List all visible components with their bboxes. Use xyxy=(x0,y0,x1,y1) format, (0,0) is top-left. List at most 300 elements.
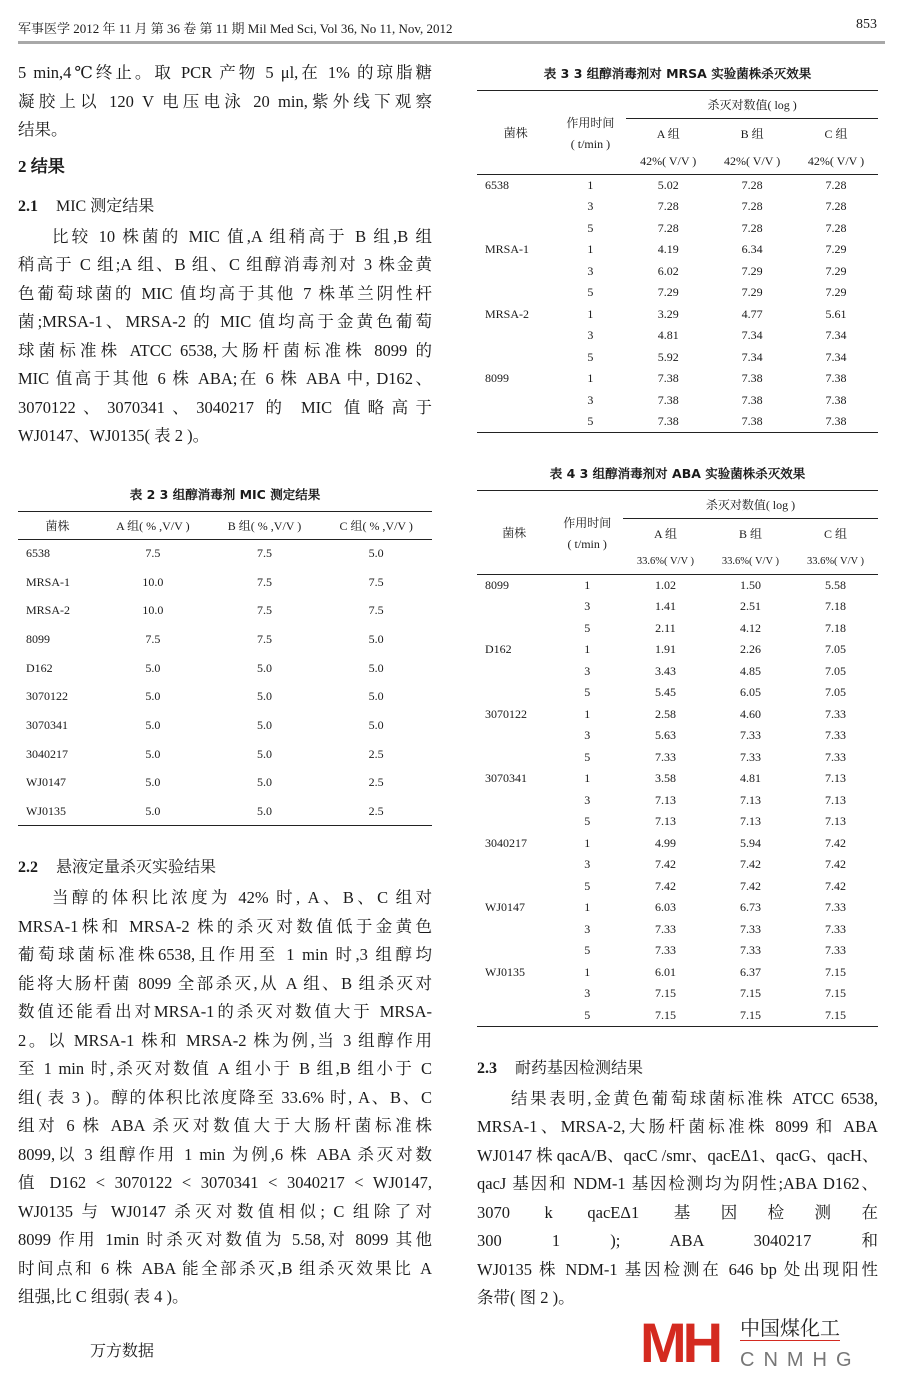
table-cell: 5.02 xyxy=(657,178,679,192)
text-line: MRSA-1株和 MRSA-2 株的杀灭对数值低于金黄色 xyxy=(18,916,432,936)
table-cell: 菌株 xyxy=(503,126,528,140)
table-row xyxy=(477,704,878,726)
table-cell: A 组( % ,V/V ) xyxy=(116,518,190,533)
table-row xyxy=(477,833,878,855)
table-cell: 33.6%( V/V ) xyxy=(636,555,694,567)
table-row xyxy=(477,790,878,812)
text-line: 当醇的体积比浓度为 42% 时, A、B、C 组对 xyxy=(52,888,432,908)
table-cell: 7.15 xyxy=(739,1007,761,1022)
time-unit: ( t/min ) xyxy=(570,136,611,151)
table-cell: 7.18 xyxy=(824,599,846,614)
table-row xyxy=(477,368,878,390)
table-cell: 3070122 xyxy=(485,706,527,721)
table-cell: 1 xyxy=(587,242,594,257)
table-cell: 5 xyxy=(587,220,594,235)
text-line: MIC 值高于其他 6 株 ABA;在 6 株 ABA 中, D162、 xyxy=(18,369,432,388)
text-line: 球菌标准株 ATCC 6538,大肠杆菌标准株 8099 的 xyxy=(18,340,432,360)
table-cell: 5.0 xyxy=(257,717,272,732)
watermark-mark: MH xyxy=(640,1311,720,1374)
table-cell: 5.92 xyxy=(657,349,679,364)
table-cell: 6538 xyxy=(485,178,509,192)
table-3 xyxy=(477,90,878,433)
table-cell: 5.0 xyxy=(145,803,161,818)
table-cell: 2.5 xyxy=(368,803,384,818)
table-cell: 7.13 xyxy=(739,814,761,829)
table-cell: 3 xyxy=(587,263,594,278)
table-cell: WJ0135 xyxy=(485,964,525,979)
table-cell: 杀灭对数值( log ) xyxy=(623,491,878,519)
table-3-title: 表 3 3 组醇消毒剂对 MRSA 实验菌株杀灭效果 xyxy=(543,66,812,81)
table-2 xyxy=(18,511,432,827)
intro-paragraph xyxy=(18,59,432,145)
table-cell: 5 xyxy=(584,749,591,764)
table-cell: 5.0 xyxy=(368,717,384,732)
text-line: 300 1 ); ABA 3040217 和 xyxy=(477,1231,878,1250)
table-cell: 3 xyxy=(587,199,594,214)
table-cell: 3.58 xyxy=(654,771,676,786)
table-cell: 5.63 xyxy=(654,728,676,743)
text-line: 3070 k qacEΔ1 基因检测在 xyxy=(477,1202,878,1222)
table-cell: A 组 xyxy=(653,527,677,542)
left-column xyxy=(18,59,432,1312)
table-cell: 1 xyxy=(584,900,591,915)
text-line: 数值还能看出对MRSA-1的杀灭对数值大于 MRSA- xyxy=(18,1002,432,1022)
table-cell: 3 xyxy=(584,599,591,614)
table-cell: 5.0 xyxy=(257,746,272,761)
table-cell: 5.61 xyxy=(825,306,847,321)
page-number: 853 xyxy=(856,17,877,32)
table-cell: 7.28 xyxy=(825,199,847,214)
paragraph-2-2 xyxy=(18,884,432,1312)
table-cell: 7.5 xyxy=(257,631,272,646)
table-cell: 7.5 xyxy=(257,546,272,561)
table-cell: 1 xyxy=(584,771,591,786)
table-cell: 5 xyxy=(587,414,594,428)
table-row xyxy=(18,740,432,769)
table-cell: 5.94 xyxy=(739,835,761,850)
watermark-zh: 中国煤化工 xyxy=(740,1316,840,1340)
table-cell: 5 xyxy=(584,685,591,700)
table-cell: 7.42 xyxy=(824,835,846,850)
table-cell: 6.73 xyxy=(739,900,761,915)
table-cell: 7.33 xyxy=(739,921,761,936)
table-cell: 7.33 xyxy=(824,921,846,936)
table-cell: 7.28 xyxy=(741,220,763,235)
text-line: qacJ 基因和 NDM-1 基因检测均为阴性;ABA D162、 xyxy=(477,1174,878,1193)
table-cell: 7.33 xyxy=(824,900,846,915)
text-line: 能将大肠杆菌 8099 全部杀灭,从 A 组、B 组杀灭对 xyxy=(18,973,432,993)
table-cell: 5.0 xyxy=(257,660,272,675)
table-cell: 1 xyxy=(584,835,591,850)
table-cell: 5 xyxy=(584,814,591,829)
table-cell xyxy=(477,811,551,833)
table-cell: 3.29 xyxy=(657,306,679,321)
table-cell: 7.5 xyxy=(257,603,272,618)
table-cell: 7.5 xyxy=(368,574,384,589)
table-cell: 5.0 xyxy=(368,631,384,646)
table-cell: 7.38 xyxy=(741,371,763,386)
time-unit: ( t/min ) xyxy=(567,536,607,551)
table-cell: 5.0 xyxy=(145,660,161,675)
table-cell: 8099 xyxy=(485,578,509,592)
text-line: 3070122、3070341、3040217 的 MIC 值略高于 xyxy=(18,397,432,417)
table-cell: 7.29 xyxy=(741,285,763,300)
table-cell: 7.38 xyxy=(825,392,847,407)
table-cell: 7.33 xyxy=(739,728,761,743)
table-cell: 7.28 xyxy=(741,199,763,214)
table-cell: 6.03 xyxy=(654,900,676,915)
table-row xyxy=(477,919,878,941)
text-line: 结果。 xyxy=(18,120,68,139)
table-row xyxy=(18,769,432,798)
table-row xyxy=(477,983,878,1005)
table-row xyxy=(18,596,432,625)
table-row xyxy=(477,1005,878,1027)
table-cell: 5 xyxy=(584,943,591,958)
table-row xyxy=(477,854,878,876)
table-row xyxy=(477,596,878,618)
watermark-en: CNMHG xyxy=(740,1349,861,1371)
table-row xyxy=(477,897,878,919)
table-cell: 5 xyxy=(584,1007,591,1022)
table-cell: 3070341 xyxy=(485,771,527,786)
table-cell: 2.26 xyxy=(739,642,761,657)
table-cell xyxy=(477,196,555,218)
table-cell: 8099 xyxy=(26,631,50,646)
table-cell: 7.13 xyxy=(824,771,846,786)
table-cell: 7.18 xyxy=(824,620,846,635)
table-row xyxy=(477,575,878,597)
text-line: 时间点和 6 株 ABA 能全部杀灭,B 组杀灭效果比 A xyxy=(18,1258,432,1278)
table-row xyxy=(18,682,432,711)
table-2-title: 表 2 3 组醇消毒剂 MIC 测定结果 xyxy=(129,486,321,502)
table-cell: 7.5 xyxy=(145,631,161,646)
table-row xyxy=(18,539,432,568)
table-cell xyxy=(477,854,551,876)
table-cell: 7.05 xyxy=(824,685,846,700)
table-cell: 6538 xyxy=(26,546,50,561)
text-line: 2。以 MRSA-1 株和 MRSA-2 株为例,当 3 组醇作用 xyxy=(18,1030,432,1050)
text-line: 值 D162 < 3070122 < 3070341 < 3040217 < WJ0147, xyxy=(18,1173,432,1193)
table-cell: 4.12 xyxy=(739,620,761,635)
table-cell: 7.5 xyxy=(368,603,384,618)
table-cell: D162 xyxy=(485,642,512,657)
table-cell: 5.0 xyxy=(145,775,161,790)
table-cell: 7.15 xyxy=(654,986,676,1001)
table-cell: 2.11 xyxy=(655,620,676,635)
text-line: 葡萄球菌标准株6538,且作用至 1 min 时,3 组醇均 xyxy=(18,945,432,965)
subsection-2-1: 2.1 MIC 测定结果 xyxy=(18,197,155,215)
table-row xyxy=(477,639,878,661)
table-cell xyxy=(477,596,551,618)
table-cell: 7.34 xyxy=(741,328,763,343)
table-cell: 4.81 xyxy=(657,328,679,343)
table-cell: 7.33 xyxy=(654,943,676,958)
table-cell: 7.33 xyxy=(654,749,676,764)
table-cell: D162 xyxy=(26,660,53,675)
text-line: 条带( 图 2 )。 xyxy=(477,1288,575,1307)
table-cell: 7.15 xyxy=(654,1007,676,1022)
table-cell: 4.81 xyxy=(739,771,761,786)
table-cell: 杀灭对数值( log ) xyxy=(626,91,878,119)
table-cell xyxy=(555,91,627,175)
table-cell: WJ0147 xyxy=(485,900,525,915)
table-cell xyxy=(477,983,551,1005)
table-cell: 7.15 xyxy=(824,986,846,1001)
text-line: 8099 作用 1min 时杀灭对数值为 5.58,对 8099 其他 xyxy=(18,1230,432,1250)
text-line: 凝胶上以 120 V 电压电泳 20 min,紫外线下观察 xyxy=(18,91,432,111)
table-cell: 菌株 xyxy=(502,526,527,540)
table-cell: 7.38 xyxy=(657,371,679,386)
table-cell: 7.15 xyxy=(824,964,846,979)
table-cell xyxy=(477,661,551,683)
table-cell: 5.58 xyxy=(824,578,846,592)
table-cell: 3.43 xyxy=(654,663,676,678)
table-cell: 6.02 xyxy=(657,263,679,278)
table-cell: 7.13 xyxy=(654,792,676,807)
table-row xyxy=(477,218,878,240)
table-cell: 7.28 xyxy=(741,178,763,192)
table-cell: 6.05 xyxy=(739,685,761,700)
table-cell: 7.42 xyxy=(739,878,761,893)
table-cell: 3 xyxy=(584,728,591,743)
table-cell: 6.01 xyxy=(654,964,676,979)
table-cell: 42%( V/V ) xyxy=(723,153,781,168)
table-cell: 8099 xyxy=(485,371,509,386)
table-cell: 1.91 xyxy=(654,642,676,657)
table-cell xyxy=(477,347,555,369)
table-cell: 7.13 xyxy=(739,792,761,807)
table-cell: 5.0 xyxy=(257,775,272,790)
table-cell: 5.0 xyxy=(368,660,384,675)
text-line: WJ0147、WJ0135( 表 2 )。 xyxy=(18,426,210,445)
table-cell: 6.37 xyxy=(739,964,761,979)
table-cell: 5.0 xyxy=(257,689,272,704)
table-cell: 7.38 xyxy=(825,371,847,386)
table-cell: 1 xyxy=(587,178,594,192)
table-row xyxy=(477,618,878,640)
text-line: WJ0135 株 NDM-1 基因检测在 646 bp 处出现阳性 xyxy=(477,1259,878,1279)
table-cell: 7.38 xyxy=(741,392,763,407)
table-cell: 7.15 xyxy=(824,1007,846,1022)
table-row xyxy=(477,347,878,369)
text-line: MRSA-1、MRSA-2,大肠杆菌标准株 8099 和 ABA xyxy=(477,1117,878,1136)
table-cell: 7.38 xyxy=(825,414,847,428)
table-cell xyxy=(477,325,555,347)
table-cell xyxy=(477,919,551,941)
table-cell: 7.42 xyxy=(824,857,846,872)
table-row xyxy=(477,390,878,412)
table-cell: 7.34 xyxy=(741,349,763,364)
table-cell: 5.45 xyxy=(654,685,676,700)
table-cell: 5 xyxy=(584,620,591,635)
table-cell: 7.28 xyxy=(825,178,847,192)
table-cell: 3 xyxy=(584,986,591,1001)
table-cell: 1 xyxy=(587,371,594,386)
table-cell: WJ0135 xyxy=(26,803,66,818)
table-cell: 10.0 xyxy=(142,574,164,589)
table-cell: 7.29 xyxy=(741,263,763,278)
text-line: 稍高于 C 组;A 组、B 组、C 组醇消毒剂对 3 株金黄 xyxy=(18,255,432,274)
table-cell: 4.19 xyxy=(657,242,679,257)
time-header: 作用时间 xyxy=(563,515,612,530)
table-cell: 1 xyxy=(584,642,591,657)
text-line: 至 1 min 时,杀灭对数值 A 组小于 B 组,B 组小于 C xyxy=(18,1059,432,1079)
table-cell xyxy=(477,747,551,769)
table-cell: 3070341 xyxy=(26,717,68,732)
table-cell: 7.33 xyxy=(739,749,761,764)
table-row xyxy=(477,682,878,704)
table-cell: 3070122 xyxy=(26,689,68,704)
table-cell: C 组 xyxy=(824,127,848,142)
table-cell: 2.5 xyxy=(368,775,384,790)
table-cell: 4.99 xyxy=(654,835,676,850)
table-cell: 3 xyxy=(584,792,591,807)
table-cell: 7.33 xyxy=(654,921,676,936)
text-line: 色葡萄球菌的 MIC 值均高于其他 7 株革兰阴性杆 xyxy=(18,283,432,303)
table-cell: 5.0 xyxy=(145,717,161,732)
table-row xyxy=(477,962,878,984)
table-row xyxy=(477,325,878,347)
table-cell: 5 xyxy=(587,285,594,300)
table-cell: MRSA-2 xyxy=(485,306,530,321)
table-row xyxy=(18,568,432,597)
table-cell: 3 xyxy=(584,921,591,936)
subsection-2-2: 2.2 悬液定量杀灭实验结果 xyxy=(18,859,217,877)
table-cell: 1.50 xyxy=(739,578,761,592)
table-4 xyxy=(477,490,878,1027)
table-cell: 7.13 xyxy=(824,814,846,829)
table-cell xyxy=(477,1005,551,1027)
table-cell: MRSA-2 xyxy=(26,603,71,618)
table-cell: 3 xyxy=(587,392,594,407)
table-cell: 7.42 xyxy=(654,878,676,893)
table-cell: 7.29 xyxy=(825,242,847,257)
table-cell: 7.33 xyxy=(824,706,846,721)
table-cell: 7.33 xyxy=(824,749,846,764)
section-heading: 2 结果 xyxy=(18,156,65,176)
table-row xyxy=(18,654,432,683)
table-row xyxy=(18,625,432,654)
table-cell: 7.34 xyxy=(825,349,847,364)
table-cell: 7.13 xyxy=(824,792,846,807)
text-line: 8099,以 3 组醇作用 1 min 为例,6 株 ABA 杀灭对数 xyxy=(18,1144,432,1164)
paragraph-2-3 xyxy=(477,1085,878,1313)
text-line: 5 min,4℃终止。取 PCR 产物 5 μl,在 1% 的琼脂糖 xyxy=(18,63,432,82)
table-row xyxy=(477,811,878,833)
footer-source: 万方数据 xyxy=(90,1341,155,1360)
table-cell: 7.28 xyxy=(657,199,679,214)
table-cell: 1 xyxy=(587,306,594,321)
table-cell: 5.0 xyxy=(368,689,384,704)
table-cell: B 组( % ,V/V ) xyxy=(227,518,302,533)
table-cell xyxy=(551,491,623,575)
table-cell: 1 xyxy=(584,706,591,721)
table-cell: 7.33 xyxy=(824,943,846,958)
table-cell: 5.0 xyxy=(257,803,272,818)
table-row xyxy=(18,711,432,740)
running-header: 军事医学 2012 年 11 月 第 36 卷 第 11 期 Mil Med Sci, Vol 36, No 11, Nov, 2012 xyxy=(18,21,453,36)
table-cell: 1 xyxy=(584,964,591,979)
watermark-logo xyxy=(640,1311,861,1376)
table-cell: MRSA-1 xyxy=(485,242,530,257)
table-cell: 7.29 xyxy=(825,285,847,300)
subsection-2-3: 2.3 耐药基因检测结果 xyxy=(477,1059,644,1077)
table-cell: 7.38 xyxy=(657,414,679,428)
table-cell: 7.5 xyxy=(145,546,161,561)
table-cell: 7.28 xyxy=(825,220,847,235)
table-cell: C 组( % ,V/V ) xyxy=(339,518,413,533)
table-cell xyxy=(477,618,551,640)
table-cell xyxy=(477,218,555,240)
table-row xyxy=(477,196,878,218)
table-cell: 7.28 xyxy=(657,220,679,235)
text-line: WJ0147 株 qacA/B、qacC /smr、qacEΔ1、qacG、qacH、 xyxy=(477,1145,878,1165)
table-cell: 4.85 xyxy=(739,663,761,678)
table-cell: 3 xyxy=(584,857,591,872)
table-cell xyxy=(477,261,555,283)
table-cell: 7.33 xyxy=(739,943,761,958)
table-cell: 3040217 xyxy=(26,746,68,761)
time-header: 作用时间 xyxy=(566,115,615,130)
table-row xyxy=(18,797,432,826)
table-cell: 1.41 xyxy=(654,599,676,614)
table-cell: 4.77 xyxy=(741,306,763,321)
table-cell: 7.5 xyxy=(257,574,272,589)
table-row xyxy=(477,940,878,962)
table-cell: 7.42 xyxy=(824,878,846,893)
table-cell: 3040217 xyxy=(485,835,527,850)
table-cell: 5.0 xyxy=(145,746,161,761)
table-4-title: 表 4 3 组醇消毒剂对 ABA 实验菌株杀灭效果 xyxy=(549,466,806,481)
table-cell: 3 xyxy=(584,663,591,678)
table-cell: 5 xyxy=(584,878,591,893)
text-line: 组强,比 C 组弱( 表 4 )。 xyxy=(18,1287,189,1307)
table-cell: WJ0147 xyxy=(26,775,66,790)
paragraph-2-1 xyxy=(18,223,432,451)
header-rule xyxy=(18,41,885,44)
table-cell: 42%( V/V ) xyxy=(640,153,697,168)
table-row xyxy=(477,239,878,261)
table-cell: 4.60 xyxy=(739,706,761,721)
table-row xyxy=(477,304,878,326)
table-row xyxy=(477,876,878,898)
table-cell xyxy=(477,411,555,433)
table-row xyxy=(477,661,878,683)
table-cell: 5 xyxy=(587,349,594,364)
table-cell: B 组 xyxy=(738,527,762,542)
table-row xyxy=(477,261,878,283)
table-cell xyxy=(477,876,551,898)
table-cell: MRSA-1 xyxy=(26,574,71,589)
table-cell: B 组 xyxy=(740,127,764,142)
table-cell: 42%( V/V ) xyxy=(807,153,865,168)
table-cell: 2.58 xyxy=(654,706,676,721)
table-cell: 7.42 xyxy=(654,857,676,872)
table-cell xyxy=(477,940,551,962)
table-cell: 7.29 xyxy=(825,263,847,278)
table-cell: C 组 xyxy=(823,527,847,542)
table-cell xyxy=(477,282,555,304)
table-cell: 7.33 xyxy=(824,728,846,743)
table-cell: 7.05 xyxy=(824,663,846,678)
text-line: 菌;MRSA-1、MRSA-2 的 MIC 值均高于金黄色葡萄 xyxy=(18,312,432,331)
table-cell: 菌株 xyxy=(45,518,70,533)
table-cell: 7.13 xyxy=(654,814,676,829)
table-row xyxy=(477,175,878,197)
text-line: 比较 10 株菌的 MIC 值,A 组稍高于 B 组,B 组 xyxy=(52,226,432,246)
text-line: 组对 6 株 ABA 杀灭对数值大于大肠杆菌标准株 xyxy=(18,1116,432,1136)
